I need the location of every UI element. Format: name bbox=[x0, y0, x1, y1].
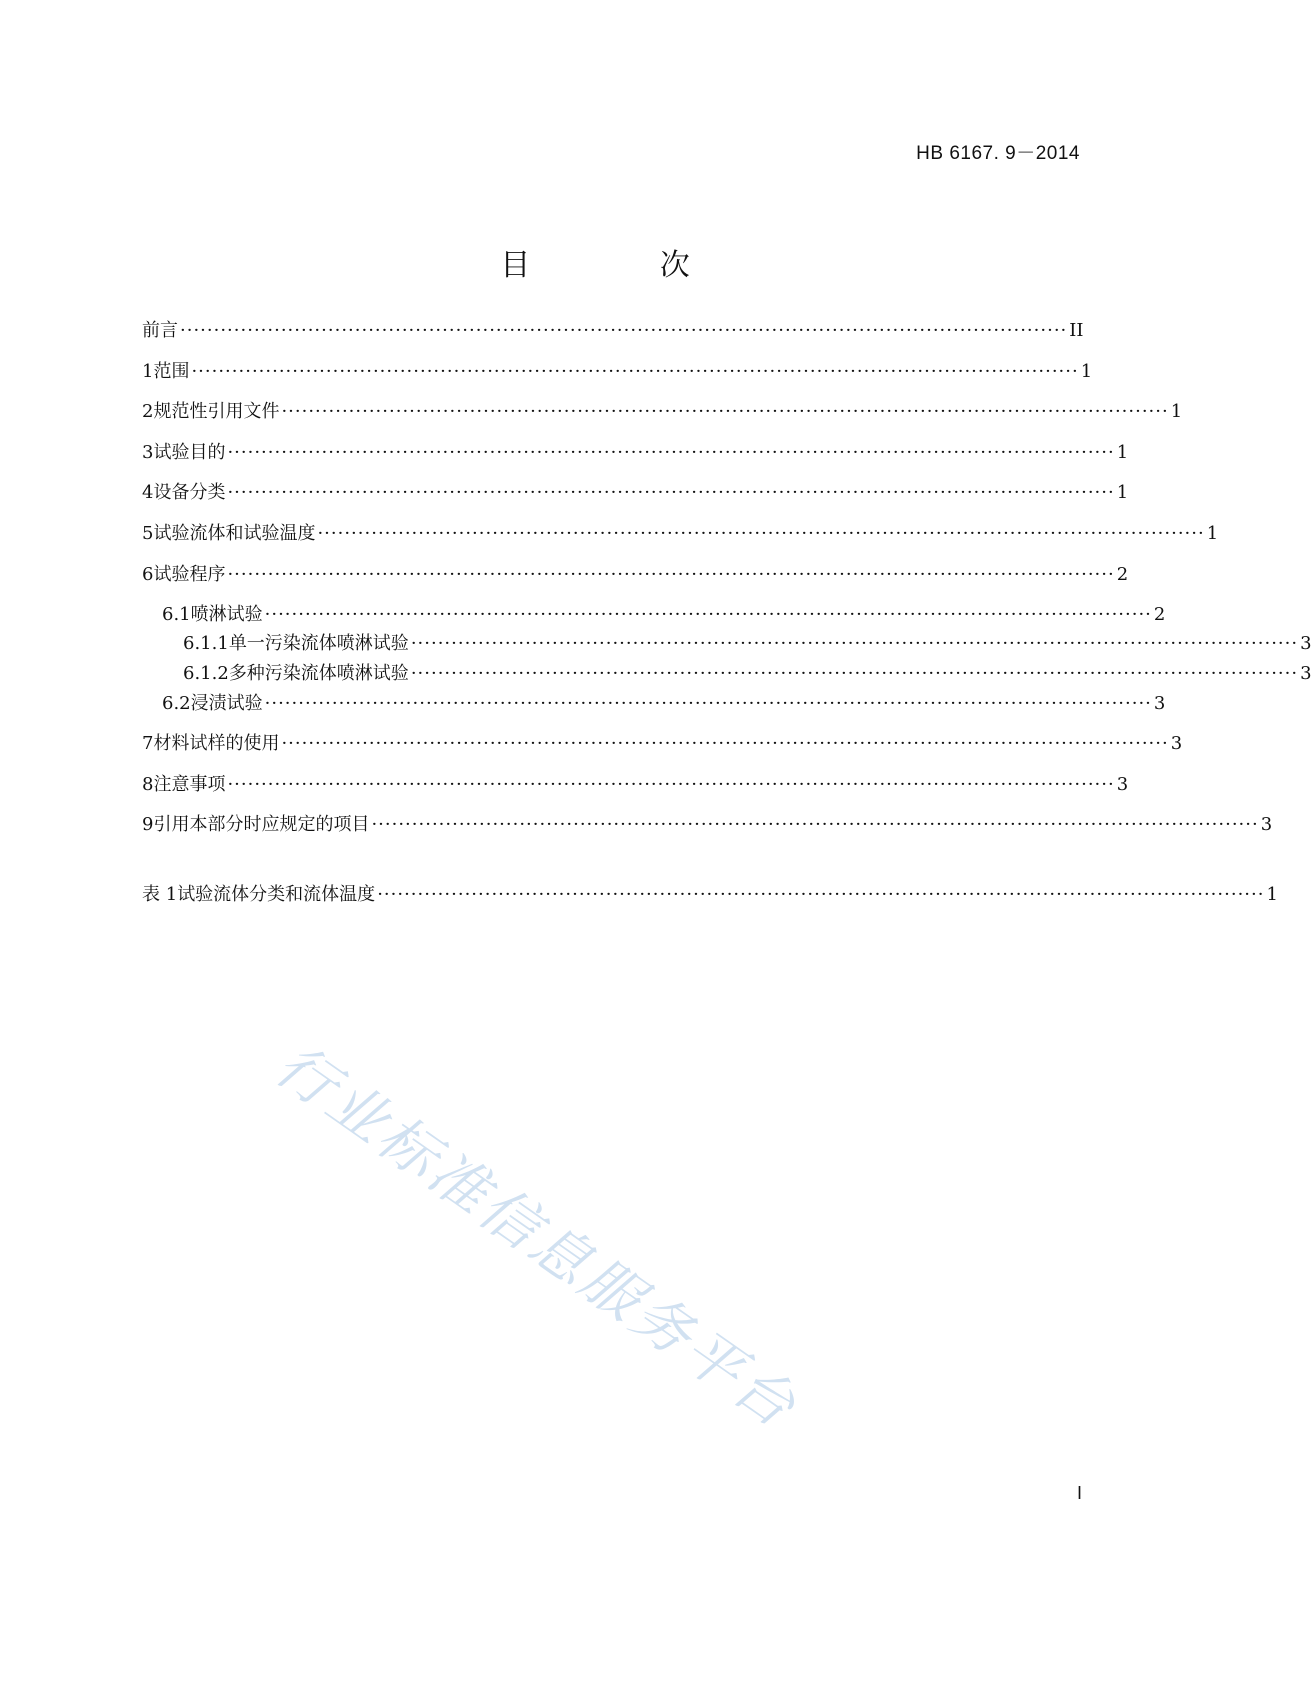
toc-label: 范围 bbox=[153, 361, 190, 382]
toc-number: 6.2 bbox=[162, 693, 191, 714]
toc-number: 表 1 bbox=[142, 884, 178, 905]
toc-item-6-1[interactable] bbox=[162, 602, 1166, 628]
toc-page: 2 bbox=[1116, 564, 1129, 585]
toc-label: 试验流体分类和流体温度 bbox=[177, 884, 376, 905]
toc-label: 试验流体和试验温度 bbox=[153, 523, 316, 544]
toc-number: 8 bbox=[142, 774, 154, 795]
toc-number: 7 bbox=[142, 733, 154, 754]
toc-page: 1 bbox=[1170, 401, 1183, 422]
toc-leader: ···································································································································· bbox=[227, 564, 1115, 585]
toc-page: 3 bbox=[1116, 774, 1129, 795]
toc-leader: ···································································································································· bbox=[264, 604, 1152, 625]
toc-leader: ···································································································································· bbox=[377, 884, 1265, 905]
toc-label: 材料试样的使用 bbox=[153, 733, 280, 754]
toc-leader: ···································································································································· bbox=[371, 814, 1259, 835]
toc-item-7[interactable] bbox=[142, 731, 1183, 757]
toc-item-9[interactable] bbox=[142, 812, 1273, 838]
toc-item-6-1-2[interactable] bbox=[183, 661, 1312, 687]
toc-item-2[interactable] bbox=[142, 399, 1183, 425]
toc-leader: ···································································································································· bbox=[317, 523, 1205, 544]
toc-label: 单一污染流体喷淋试验 bbox=[228, 633, 409, 654]
toc-item-4[interactable] bbox=[142, 480, 1129, 506]
toc-label: 多种污染流体喷淋试验 bbox=[228, 663, 409, 684]
toc-label: 注意事项 bbox=[153, 774, 226, 795]
toc-label: 引用本部分时应规定的项目 bbox=[153, 814, 370, 835]
toc-number: 6.1.1 bbox=[183, 633, 229, 654]
toc-leader: ···································································································································· bbox=[191, 361, 1079, 382]
toc-item-foreword[interactable] bbox=[142, 318, 1084, 344]
toc-page: II bbox=[1069, 320, 1084, 341]
standard-code: HB 6167. 9－2014 bbox=[916, 143, 1080, 164]
toc-label: 前言 bbox=[142, 320, 178, 341]
toc-label: 设备分类 bbox=[153, 482, 226, 503]
toc-number: 6.1.2 bbox=[183, 663, 229, 684]
toc-leader: ···································································································································· bbox=[227, 774, 1115, 795]
toc-page: 3 bbox=[1153, 693, 1166, 714]
toc-page: 3 bbox=[1300, 663, 1312, 684]
toc-number: 5 bbox=[142, 523, 154, 544]
toc-item-1[interactable] bbox=[142, 359, 1093, 385]
toc-page: 3 bbox=[1170, 733, 1183, 754]
toc-leader: ···································································································································· bbox=[227, 482, 1115, 503]
toc-table-1[interactable] bbox=[142, 882, 1278, 908]
toc-item-3[interactable] bbox=[142, 440, 1129, 466]
toc-page: 1 bbox=[1116, 482, 1129, 503]
toc-leader: ···································································································································· bbox=[281, 401, 1169, 422]
toc-page: 2 bbox=[1153, 604, 1166, 625]
toc-label: 浸渍试验 bbox=[190, 693, 263, 714]
page-number: I bbox=[1076, 1483, 1082, 1503]
toc-leader: ···································································································································· bbox=[410, 663, 1299, 684]
toc-item-6[interactable] bbox=[142, 562, 1129, 588]
toc-number: 1 bbox=[142, 361, 154, 382]
toc-label: 试验程序 bbox=[153, 564, 226, 585]
toc-page: 1 bbox=[1116, 442, 1129, 463]
toc-item-5[interactable] bbox=[142, 521, 1219, 547]
toc-number: 6 bbox=[142, 564, 154, 585]
toc-leader: ···································································································································· bbox=[264, 693, 1152, 714]
toc-number: 9 bbox=[142, 814, 154, 835]
toc-page: 3 bbox=[1300, 633, 1312, 654]
toc-number: 3 bbox=[142, 442, 154, 463]
toc-label: 试验目的 bbox=[153, 442, 226, 463]
toc-leader: ···································································································································· bbox=[281, 733, 1169, 754]
toc-item-6-2[interactable] bbox=[162, 691, 1166, 717]
toc-number: 6.1 bbox=[162, 604, 191, 625]
toc-leader: ···································································································································· bbox=[410, 633, 1299, 654]
toc-label: 规范性引用文件 bbox=[153, 401, 280, 422]
watermark: 行业标准信息服务平台 bbox=[263, 1030, 811, 1442]
toc-page: 1 bbox=[1206, 523, 1219, 544]
toc-page: 3 bbox=[1260, 814, 1273, 835]
toc-leader: ···································································································································· bbox=[227, 442, 1115, 463]
toc-page: 1 bbox=[1080, 361, 1093, 382]
page-title: 目 次 bbox=[500, 248, 750, 283]
toc-number: 2 bbox=[142, 401, 154, 422]
toc-item-8[interactable] bbox=[142, 772, 1129, 798]
toc-page: 1 bbox=[1266, 884, 1278, 905]
toc-label: 喷淋试验 bbox=[190, 604, 263, 625]
toc-number: 4 bbox=[142, 482, 154, 503]
toc-item-6-1-1[interactable] bbox=[183, 631, 1312, 657]
toc-leader: ···································································································································· bbox=[180, 320, 1068, 341]
